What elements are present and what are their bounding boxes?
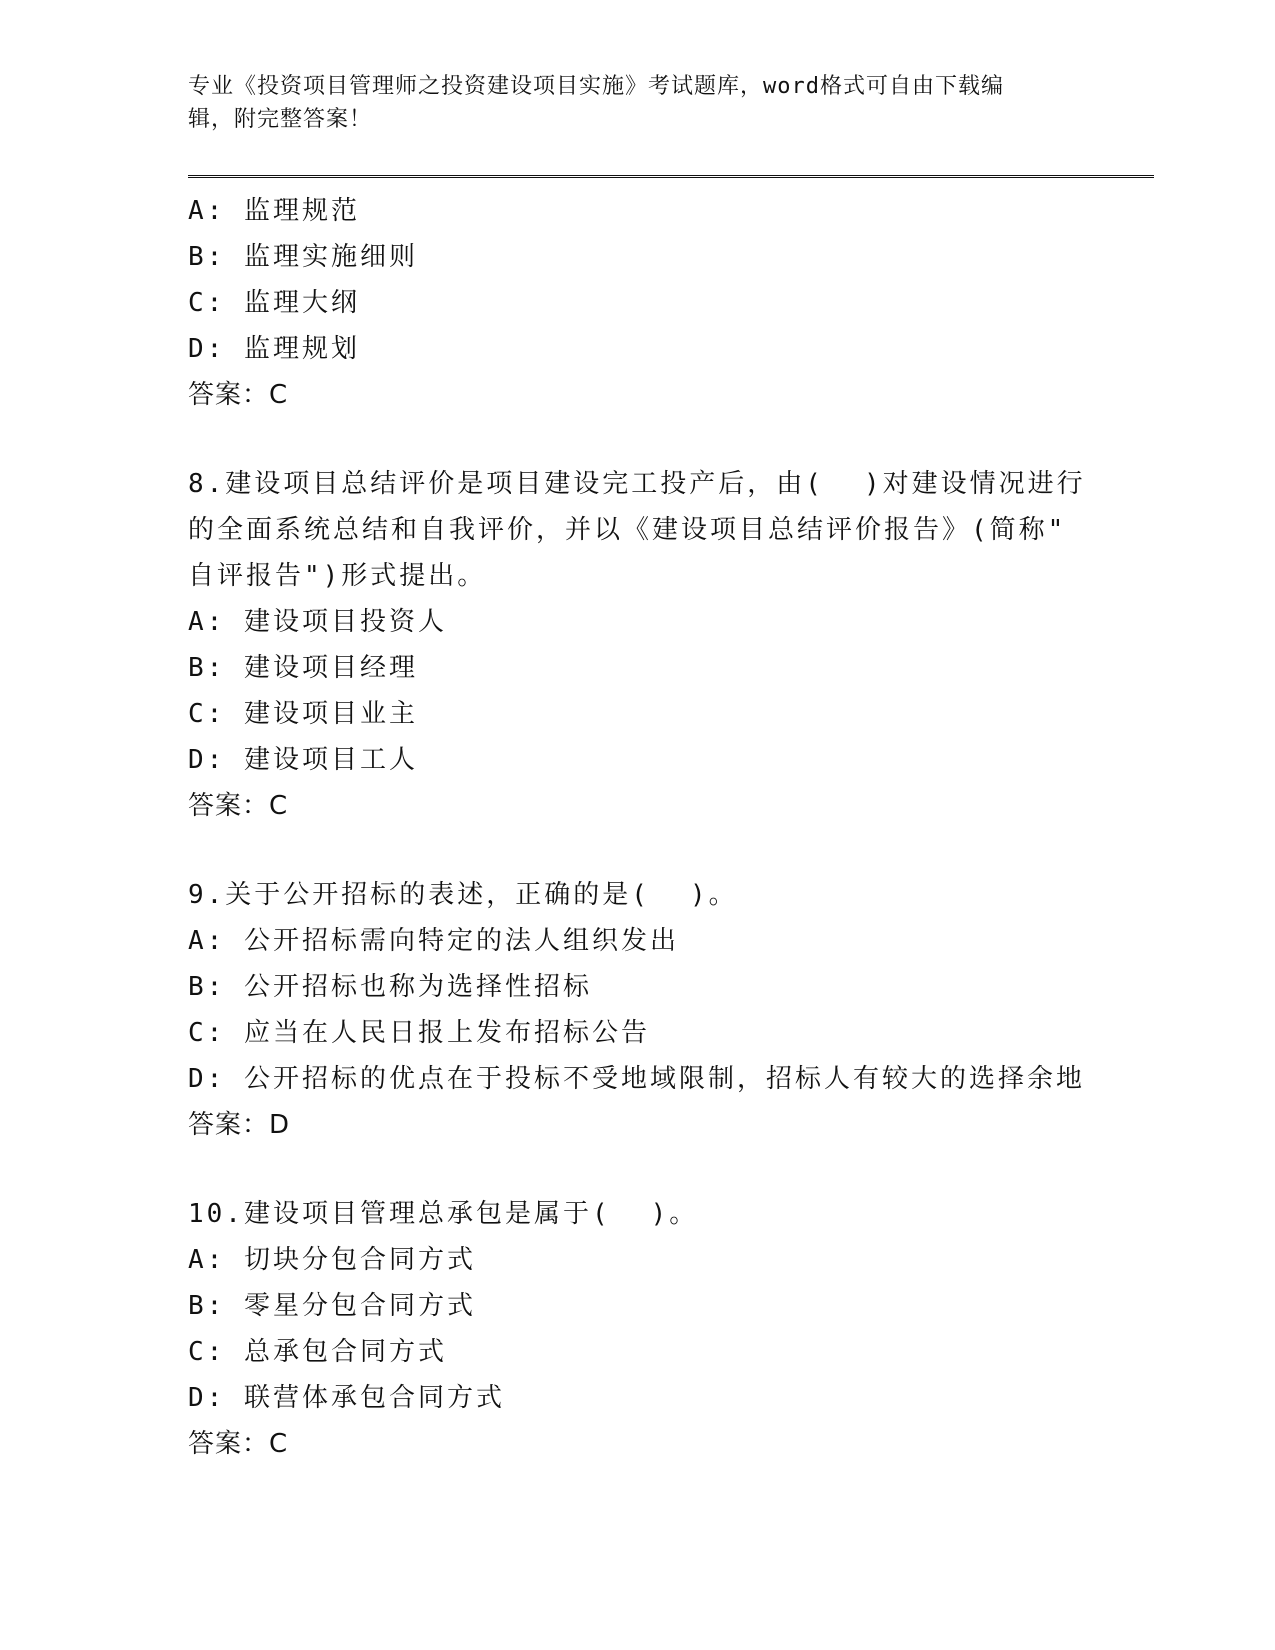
answer: 答案：C [188, 380, 289, 410]
spacer [188, 418, 1088, 461]
document-header [188, 70, 1068, 136]
option-c: C: 总承包合同方式 [188, 1337, 447, 1367]
option-d: D: 监理规划 [188, 334, 360, 364]
question-stem [188, 872, 1088, 918]
option-a: A: 切块分包合同方式 [188, 1245, 476, 1275]
question-10 [188, 1191, 1088, 1467]
spacer [188, 829, 1088, 872]
stem-text: )对建设情况进行 [863, 469, 1086, 499]
stem-text: )。 [650, 1199, 699, 1229]
option-b: B: 零星分包合同方式 [188, 1291, 476, 1321]
stem-text: 10.建设项目管理总承包是属于( [188, 1199, 611, 1229]
question-9 [188, 872, 1088, 1148]
question-stem-line-3: 自评报告")形式提出。 [188, 561, 487, 591]
stem-text: 8.建设项目总结评价是项目建设完工投产后，由( [188, 469, 824, 499]
spacer [188, 1148, 1088, 1191]
header-line-1: 专业《投资项目管理师之投资建设项目实施》考试题库，word格式可自由下载编 [188, 74, 1004, 99]
question-list [188, 188, 1088, 1467]
option-a: A: 公开招标需向特定的法人组织发出 [188, 926, 679, 956]
option-d: D: 建设项目工人 [188, 745, 418, 775]
stem-text: 9.关于公开招标的表述，正确的是( [188, 880, 650, 910]
question-stem-line-2: 的全面系统总结和自我评价，并以《建设项目总结评价报告》(简称" [188, 515, 1067, 545]
header-line-2: 辑，附完整答案！ [188, 107, 373, 132]
option-d: D: 联营体承包合同方式 [188, 1383, 505, 1413]
answer: 答案：C [188, 791, 289, 821]
question-8 [188, 461, 1088, 829]
option-a: A: 监理规范 [188, 196, 360, 226]
header-divider [188, 175, 1154, 178]
answer: 答案：C [188, 1429, 289, 1459]
stem-text: )。 [689, 880, 738, 910]
question-stem [188, 1191, 1088, 1237]
option-b: B: 建设项目经理 [188, 653, 418, 683]
option-d: D: 公开招标的优点在于投标不受地域限制，招标人有较大的选择余地 [188, 1064, 1085, 1094]
answer: 答案：D [188, 1110, 291, 1140]
question-7 [188, 188, 1088, 418]
option-c: C: 建设项目业主 [188, 699, 418, 729]
question-stem-line-1 [188, 461, 1088, 507]
option-b: B: 公开招标也称为选择性招标 [188, 972, 592, 1002]
option-c: C: 应当在人民日报上发布招标公告 [188, 1018, 650, 1048]
option-b: B: 监理实施细则 [188, 242, 418, 272]
option-c: C: 监理大纲 [188, 288, 360, 318]
option-a: A: 建设项目投资人 [188, 607, 447, 637]
